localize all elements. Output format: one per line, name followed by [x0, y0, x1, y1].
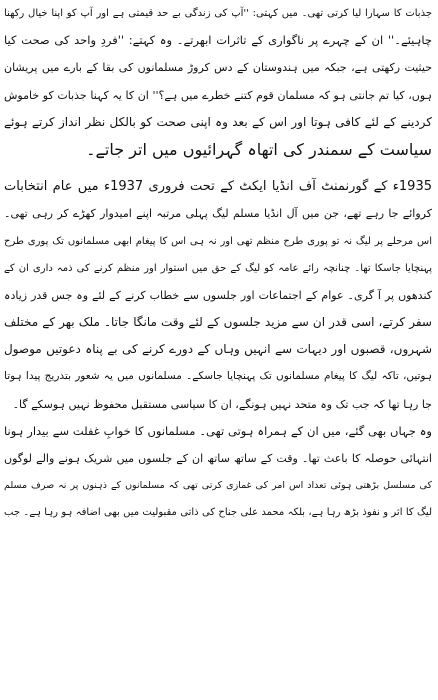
text-line: ہوں، کیا تم جانتی ہو کہ مسلمان قوم کتنے خطرے میں ہے؟'' ان کا یہ کہنا جذبات کو خاموش [4, 88, 432, 102]
text-line: جا رہا تھا کہ جب تک وہ متحد نہیں ہونگے، ان کا سیاسی مستقبل محفوظ نہیں ہوسکے گا۔ [12, 397, 432, 411]
text-line: پہنچایا جاسکا تھا۔ چنانچہ رائے عامہ کو لیگ کے حق میں استوار اور منظم کرنے کی ذمہ داری ان کے [4, 262, 432, 274]
text-line: حیثیت رکھتی ہے، جبکہ میں ہندوستان کے دس کروڑ مسلمانوں کی بقا کے بارے میں پریشان [4, 61, 432, 75]
text-line: اس مرحلے پر لیگ نہ تو پوری طرح منظم تھی اور نہ ہی اس کا پیغام ابھی مسلمانوں تک پوری طرح [4, 235, 432, 247]
text-line: 1935ء کے گورنمنٹ آف انڈیا ایکٹ کے تحت فروری 1937ء میں عام انتخابات [4, 179, 432, 195]
text-line: کروائے جا رہے تھے، جن میں آل انڈیا مسلم لیگ پہلی مرتبہ اپنے امیدوار کھڑے کر رہی تھی۔ [4, 207, 432, 221]
paragraph-gap [4, 163, 432, 173]
paragraph-1 [4, 0, 432, 163]
text-line: چاہیئے۔'' ان کے چہرے پر ناگواری کے تاثرات ابھرتے۔ وہ کہتے: ''فردِ واحد کی صحت کیا [4, 33, 432, 48]
text-line: شہروں، قصبوں اور دیہات سے انہیں وہاں کے دورے کرنے کی بے پناہ دعوتیں موصول [4, 342, 432, 357]
text-line: سیاست کے سمندر کی اتھاہ گہرائیوں میں اتر جاتے۔ [86, 139, 432, 159]
text-line: لیگ کا اثر و نفوذ بڑھ رہا ہے، بلکہ محمد علی جناح کی ذاتی مقبولیت میں بھی اضافہ ہو رہا ہے۔ جب [4, 507, 432, 519]
text-line: کی مسلسل بڑھتی ہوئی تعداد اس امر کی غمازی کرتی تھی کہ مسلمانوں کے ذہنوں پر نہ صرف مسلم [4, 480, 432, 492]
text-line: کندھوں پر آ گری۔ عوام کے اجتماعات اور جلسوں سے خطاب کرنے کے لئے وہ جس قدر زیادہ [4, 288, 432, 302]
paragraph-2 [4, 173, 432, 418]
text-line: انتہائی حوصلہ کا باعث تھا۔ وقت کے ساتھ ساتھ ان کے جلسوں میں شریک ہونے والے لوگوں [4, 452, 432, 465]
text-line: سفر کرتے، اسی قدر ان سے مزید جلسوں کے لئے وقت مانگا جاتا۔ ملک بھر کے مختلف [4, 315, 432, 330]
text-line: ہوتیں، تاکہ لیگ کا پیغام مسلمانوں تک پہنچایا جاسکے۔ مسلمانوں میں یہ شعور بتدریج پیدا ہوتا [4, 370, 432, 383]
text-line: وہ جہاں بھی گئے، میں ان کے ہمراہ ہوتی تھی۔ مسلمانوں کا خوابِ غفلت سے بیدار ہونا [4, 423, 432, 438]
text-line: جذبات کا سہارا لیا کرتی تھی۔ میں کہتی: ''آپ کی زندگی بے حد قیمتی ہے اور آپ کو اپنا خیال رکھنا [4, 8, 432, 19]
paragraph-3 [4, 418, 432, 527]
text-line: کردینے کے لئے کافی ہوتا اور اس کے بعد وہ اپنی صحت کو بالکل نظر انداز کرتے ہوئے [4, 114, 432, 129]
